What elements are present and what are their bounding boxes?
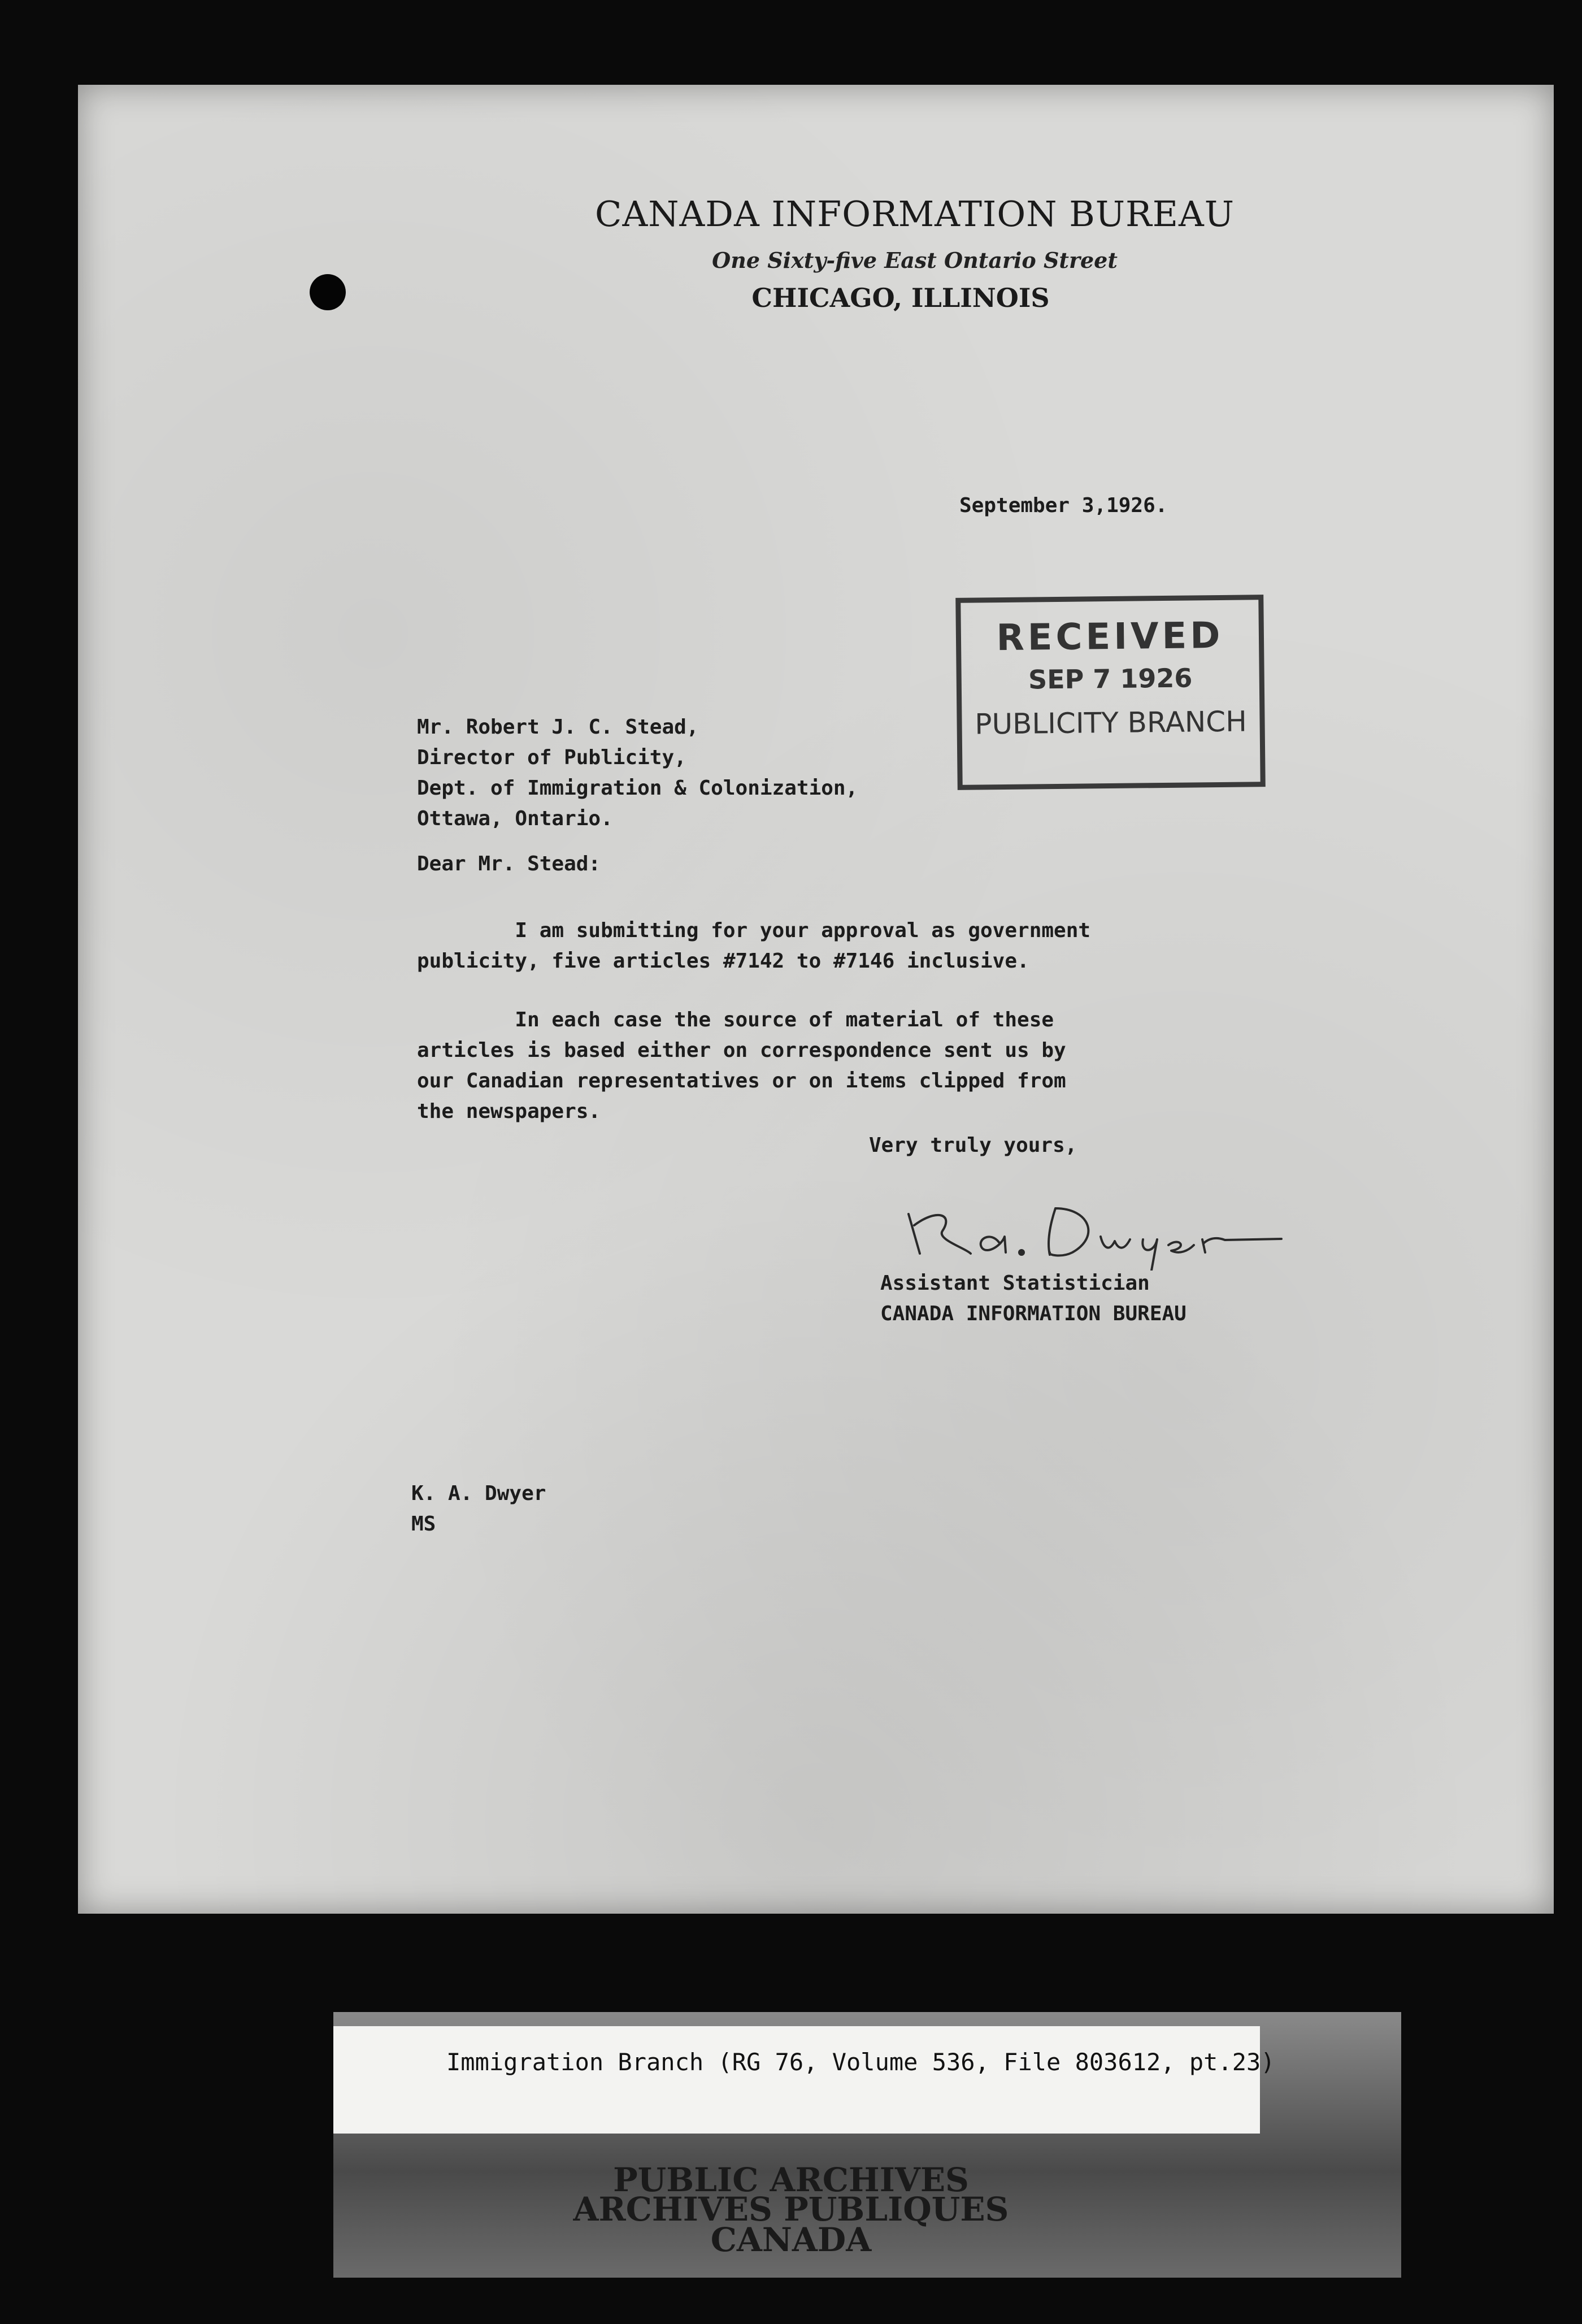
letter-date: September 3,1926.: [959, 494, 1168, 517]
signature-title: [880, 1268, 1186, 1329]
handwritten-signature: [886, 1191, 1338, 1271]
paragraph-line: our Canadian representatives or on items clipped from: [417, 1069, 1066, 1092]
archive-label-card: [333, 2026, 1260, 2134]
reference-initials: [411, 1478, 546, 1540]
stamp-branch: PUBLICITY BRANCH: [975, 705, 1248, 741]
letterhead-street: One Sixty-five East Ontario Street: [712, 248, 1118, 273]
address-line: Dept. of Immigration & Colonization,: [417, 777, 858, 800]
paragraph-line: I am submitting for your approval as government: [417, 919, 1091, 942]
stamp-date: SEP 7 1926: [1028, 662, 1193, 695]
letter-sheet: [78, 85, 1554, 1914]
paragraph-line: the newspapers.: [417, 1100, 601, 1123]
paragraph-line: In each case the source of material of these: [417, 1008, 1054, 1031]
stamp-received-text: RECEIVED: [996, 614, 1224, 660]
body-paragraph-1: [417, 916, 1090, 977]
archive-stamp-line: CANADA: [710, 2221, 872, 2259]
sig-title-line: Assistant Statistician: [880, 1272, 1150, 1295]
address-line: Ottawa, Ontario.: [417, 807, 613, 830]
paragraph-line: publicity, five articles #7142 to #7146 inclusive.: [417, 949, 1029, 973]
address-line: Director of Publicity,: [417, 746, 686, 769]
body-paragraph-2: [417, 1005, 1066, 1127]
address-line: Mr. Robert J. C. Stead,: [417, 716, 699, 739]
initials-line: K. A. Dwyer: [411, 1482, 546, 1505]
letterhead-city: CHICAGO, ILLINOIS: [751, 283, 1050, 313]
received-stamp: [955, 595, 1266, 790]
letterhead-org: CANADA INFORMATION BUREAU: [595, 193, 1235, 235]
archive-reference: Immigration Branch (RG 76, Volume 536, File 803612, pt.23): [446, 2048, 1275, 2076]
archive-stamp-line: PUBLIC ARCHIVES: [613, 2161, 969, 2199]
recipient-address: [417, 712, 858, 834]
paragraph-line: articles is based either on correspondence sent us by: [417, 1039, 1066, 1062]
initials-line: MS: [411, 1512, 436, 1536]
salutation: Dear Mr. Stead:: [417, 852, 601, 875]
archive-stamp-line: ARCHIVES PUBLIQUES: [573, 2190, 1009, 2228]
closing: Very truly yours,: [869, 1134, 1077, 1157]
sig-title-line: CANADA INFORMATION BUREAU: [880, 1302, 1186, 1325]
